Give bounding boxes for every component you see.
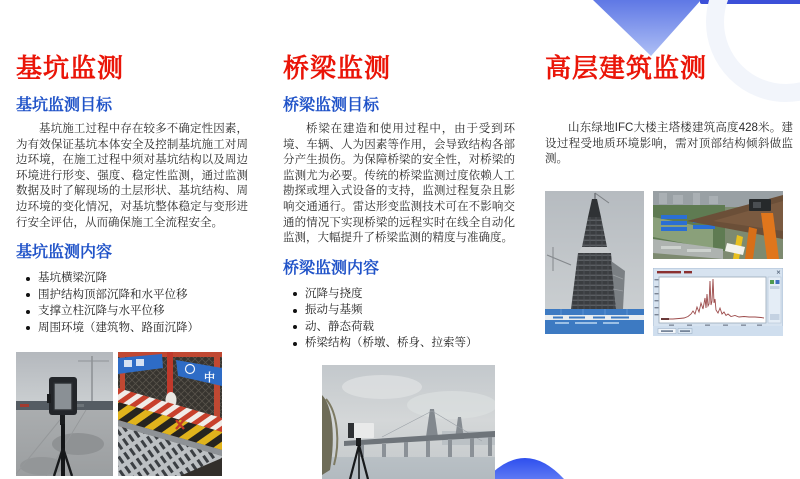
column-foundation-pit [16,52,248,476]
photo-pit-radar-device [16,352,113,476]
bridge-content-list [283,286,515,352]
screenshot-deformation-chart [653,268,783,336]
photo-pit-site-fence [118,352,222,476]
heading-pit-goal: 基坑监测目标 [16,97,113,114]
page-title-bridge: 桥梁监测 [283,53,392,83]
heading-bridge-content: 桥梁监测内容 [283,259,380,277]
pit-content-list [16,270,248,336]
triangle-decoration [591,0,703,57]
heading-bridge-goal: 桥梁监测目标 [283,97,380,114]
column-highrise [545,52,793,336]
pit-photo-row [16,352,248,476]
photo-bridge-monitoring [322,365,495,479]
paragraph-highrise-intro: 山东绿地IFC大楼主塔楼建筑高度428米。建设过程受地质环境影响，需对顶部结构倾斜做监测。 [545,122,793,166]
photo-highrise-aerial-tripod [653,191,783,259]
highrise-photo-stack [653,191,783,336]
list-item: 支撑立柱沉降与水平位移 [26,303,248,320]
list-item: 周围环境（建筑物、路面沉降） [26,320,248,337]
bridge-photo-row [322,365,515,479]
fence-banner-character: 中 [204,372,215,385]
photo-highrise-tower [545,191,644,334]
heading-pit-content: 基坑监测内容 [16,244,113,262]
paragraph-bridge-goal: 桥梁在建造和使用过程中，由于受到环境、车辆、人为因素等作用，会导致结构各部分产生损伤。为保障桥梁的安全性，对桥梁的监测尤为必要。传统的桥梁监测过度依赖人工勘探或埋入式设备的支持，监测过程复杂且影响交通通行。雷达形变监测技术可在不影响交通的情况下实现桥梁的远程实时在线全自动化监测，大幅提升了桥梁监测的精度与准确度。 [283,123,515,245]
highrise-photo-grid [545,191,793,336]
list-item: 围护结构顶部沉降和水平位移 [26,287,248,304]
column-bridge [283,52,515,479]
page-title-highrise: 高层建筑监测 [545,53,708,83]
page-title-foundation-pit: 基坑监测 [16,53,125,83]
list-item: 基坑横梁沉降 [26,270,248,287]
paragraph-pit-goal: 基坑施工过程中存在较多不确定性因素，为有效保证基坑本体安全及控制基坑施工对周边环境，在施工过程中须对基坑结构以及周边环境进行形变、强度、稳定性监测，通过监测数据及时了解现场的土层形状、基坑结构、周边环境的变化情况，对基坑整体稳定与变形进行安全评估，从而确保施工全流程安全。 [16,123,248,229]
list-item: 动、静态荷载 [293,319,515,336]
list-item: 桥梁结构（桥墩、桥身、拉索等） [293,335,515,352]
list-item: 沉降与挠度 [293,286,515,303]
list-item: 振动与基频 [293,302,515,319]
